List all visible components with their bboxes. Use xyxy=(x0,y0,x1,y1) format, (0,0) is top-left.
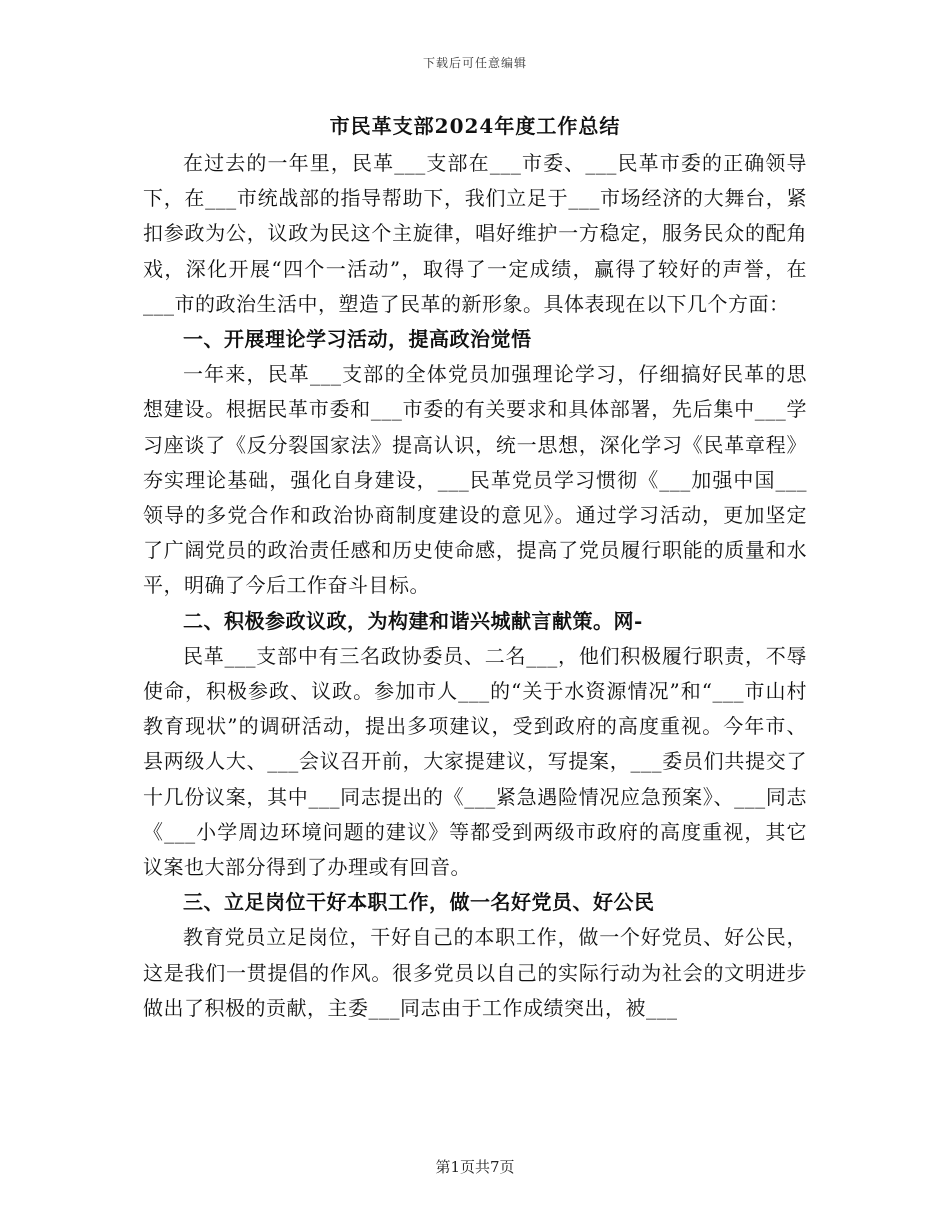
page-footer-page-number: 第1页共7页 xyxy=(435,1158,515,1176)
document-body xyxy=(143,110,807,1026)
section-heading-3: 三、立足岗位干好本职工作，做一名好党员、好公民 xyxy=(183,890,655,915)
page-header-note: 下载后可任意编辑 xyxy=(422,56,527,70)
section-heading-1: 一、开展理论学习活动，提高政治觉悟 xyxy=(183,327,532,352)
intro-paragraph: 在过去的一年里，民革___支部在___市委、___民革市委的正确领导下，在___市统战部的指导帮助下，我们立足于___市场经济的大舞台，紧扣参政为公，议政为民这个主旋律，唱好维护一方稳定，服务民众的配角戏，深化开展“四个一活动”，取得了一定成绩，赢得了较好的声誉，在___市的政治生活中，塑造了民革的新形象。具体表现在以下几个方面： xyxy=(143,151,807,316)
section-body-2: 民革___支部中有三名政协委员、二名___，他们积极履行职责，不辱使命，积极参政、议政。参加市人___的“关于水资源情况”和“___市山村教育现状”的调研活动，提出多项建议，受到政府的高度重视。今年市、县两级人大、___会议召开前，大家提建议，写提案，___委员们共提交了十几份议案，其中___同志提出的《___紧急遇险情况应急预案》、___同志《___小学周边环境问题的建议》等都受到两级市政府的高度重视，其它议案也大部分得到了办理或有回音。 xyxy=(143,643,807,880)
section-heading-2: 二、积极参政议政，为构建和谐兴城献言献策。网- xyxy=(183,608,643,633)
section-body-3: 教育党员立足岗位，干好自己的本职工作，做一个好党员、好公民，这是我们一贯提倡的作风。很多党员以自己的实际行动为社会的文明进步做出了积极的贡献，主委___同志由于工作成绩突出，被___ xyxy=(143,925,807,1020)
document-title: 市民革支部2024年度工作总结 xyxy=(329,114,621,138)
section-body-1: 一年来，民革___支部的全体党员加强理论学习，仔细搞好民革的思想建设。根据民革市委和___市委的有关要求和具体部署，先后集中___学习座谈了《反分裂国家法》提高认识，统一思想，深化学习《民革章程》夯实理论基础，强化自身建设，___民革党员学习惯彻《___加强中国___领导的多党合作和政治协商制度建设的意见》。通过学习活动，更加坚定了广阔党员的政治责任感和历史使命感，提高了党员履行职能的质量和水平，明确了今后工作奋斗目标。 xyxy=(143,362,807,598)
